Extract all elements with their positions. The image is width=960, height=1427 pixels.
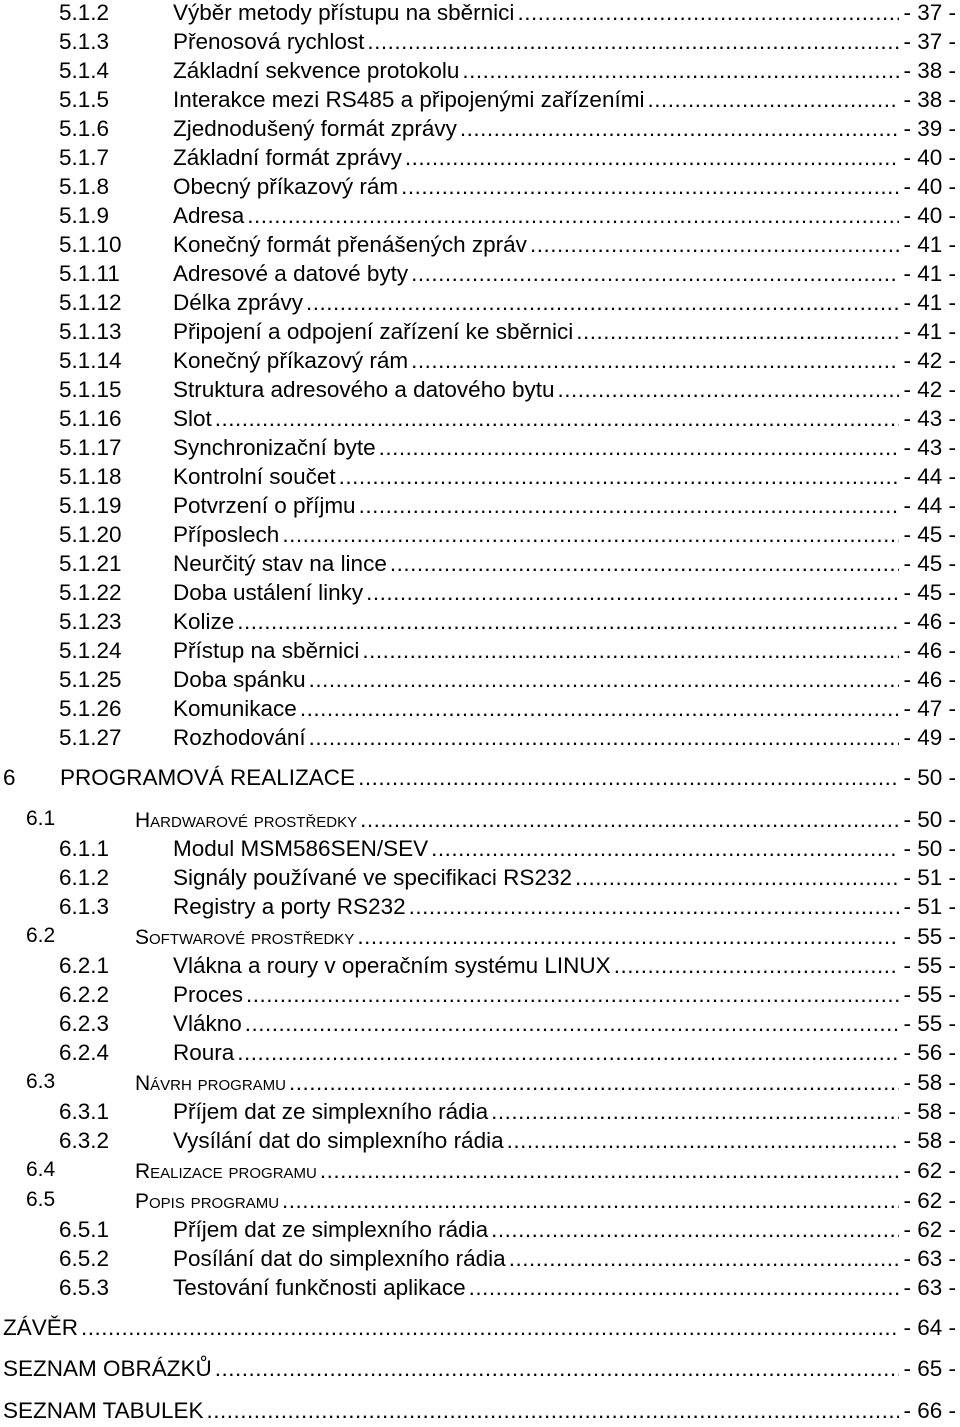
toc-entry-page: - 45 - xyxy=(903,580,956,605)
dot-leader xyxy=(405,145,900,172)
toc-entry-number: 5.1.9 xyxy=(59,203,110,228)
toc-entry-title: Posílání dat do simplexního rádia xyxy=(173,1246,506,1271)
toc-entry-page: - 58 - xyxy=(903,1099,956,1124)
dot-leader xyxy=(247,203,899,230)
toc-entry-page: - 62 - xyxy=(903,1217,956,1242)
toc-entry-page: - 46 - xyxy=(903,609,956,634)
toc-entry[interactable] xyxy=(0,1040,960,1069)
toc-entry-title: Realizace programu xyxy=(135,1160,317,1183)
toc-entry[interactable] xyxy=(0,1217,960,1246)
dot-leader xyxy=(237,609,899,636)
dot-leader xyxy=(300,696,900,723)
toc-entry-page: - 39 - xyxy=(903,116,956,141)
dot-leader xyxy=(81,1315,899,1342)
dot-leader xyxy=(320,1158,900,1185)
dot-leader xyxy=(360,807,899,834)
toc-entry-page: - 50 - xyxy=(903,836,956,861)
dot-leader xyxy=(206,1398,899,1425)
toc-entry-page: - 41 - xyxy=(903,290,956,315)
toc-entry-page: - 51 - xyxy=(903,865,956,890)
toc-entry-number: 5.1.13 xyxy=(59,319,122,344)
toc-entry-title: Slot xyxy=(173,406,212,431)
toc-entry-number: 6.5.3 xyxy=(59,1275,110,1300)
toc-entry-page: - 45 - xyxy=(903,522,956,547)
toc-entry-page: - 63 - xyxy=(903,1275,956,1300)
toc-entry-title: SEZNAM TABULEK xyxy=(3,1398,204,1423)
toc-entry-title: Softwarové prostředky xyxy=(135,926,355,949)
toc-entry[interactable] xyxy=(0,638,960,667)
toc-entry[interactable] xyxy=(0,348,960,377)
toc-entry-number: 5.1.20 xyxy=(59,522,122,547)
toc-entry-title: Komunikace xyxy=(173,696,297,721)
toc-entry[interactable] xyxy=(0,1128,960,1157)
dot-leader xyxy=(309,667,900,694)
toc-entry-number: 5.1.5 xyxy=(59,87,110,112)
dot-leader xyxy=(309,725,900,752)
toc-entry-title: Adresa xyxy=(173,203,245,228)
toc-entry-number: 5.1.24 xyxy=(59,638,122,663)
toc-entry-number: 5.1.21 xyxy=(59,551,122,576)
toc-entry-page: - 44 - xyxy=(903,464,956,489)
toc-entry-title: Přístup na sběrnici xyxy=(173,638,360,663)
toc-entry[interactable] xyxy=(0,87,960,116)
toc-entry[interactable] xyxy=(0,807,960,836)
toc-entry[interactable] xyxy=(0,1275,960,1304)
toc-entry-page: - 55 - xyxy=(903,1011,956,1036)
toc-entry-number: 6.3 xyxy=(26,1070,56,1093)
dot-leader xyxy=(289,1070,899,1097)
toc-entry[interactable] xyxy=(0,894,960,923)
toc-entry-title: Doba ustálení linky xyxy=(173,580,364,605)
toc-entry-page: - 45 - xyxy=(903,551,956,576)
toc-entry-number: 5.1.18 xyxy=(59,464,122,489)
dot-leader xyxy=(491,1217,899,1244)
toc-entry[interactable] xyxy=(0,464,960,493)
toc-entry[interactable] xyxy=(0,667,960,696)
toc-entry-page: - 64 - xyxy=(903,1315,956,1340)
toc-entry-title: Vlákno xyxy=(173,1011,242,1036)
toc-entry-title: Obecný příkazový rám xyxy=(173,174,399,199)
toc-entry-page: - 40 - xyxy=(903,145,956,170)
toc-entry[interactable] xyxy=(0,29,960,58)
toc-entry[interactable] xyxy=(0,203,960,232)
toc-entry-number: 5.1.6 xyxy=(59,116,110,141)
toc-entry-page: - 58 - xyxy=(903,1070,956,1095)
dot-leader xyxy=(367,29,899,56)
toc-entry-title: Příjem dat ze simplexního rádia xyxy=(173,1217,489,1242)
toc-entry-title: Kontrolní součet xyxy=(173,464,336,489)
toc-entry-page: - 56 - xyxy=(903,1040,956,1065)
toc-entry[interactable] xyxy=(0,406,960,435)
toc-entry-page: - 46 - xyxy=(903,638,956,663)
toc-entry-number: 5.1.26 xyxy=(59,696,122,721)
toc-entry-number: 6.2.1 xyxy=(59,953,110,978)
toc-entry[interactable] xyxy=(0,1246,960,1275)
toc-entry-page: - 37 - xyxy=(903,29,956,54)
toc-entry-page: - 65 - xyxy=(903,1356,956,1381)
dot-leader xyxy=(282,1188,899,1215)
dot-leader xyxy=(237,1040,899,1067)
toc-entry-title: Základní formát zprávy xyxy=(173,145,402,170)
dot-leader xyxy=(460,116,900,143)
toc-entry-page: - 47 - xyxy=(903,696,956,721)
toc-entry-title: Konečný formát přenášených zpráv xyxy=(173,232,527,257)
dot-leader xyxy=(411,348,899,375)
toc-entry-page: - 55 - xyxy=(903,982,956,1007)
toc-entry[interactable] xyxy=(0,493,960,522)
toc-entry[interactable] xyxy=(0,609,960,638)
toc-entry-page: - 62 - xyxy=(903,1188,956,1213)
toc-entry-page: - 42 - xyxy=(903,348,956,373)
toc-entry-page: - 55 - xyxy=(903,924,956,949)
dot-leader xyxy=(358,765,899,792)
toc-entry-title: Výběr metody přístupu na sběrnici xyxy=(173,0,515,25)
toc-entry-number: 6.1 xyxy=(26,807,56,830)
toc-entry-number: 5.1.19 xyxy=(59,493,122,518)
toc-entry-page: - 50 - xyxy=(903,765,956,790)
toc-entry[interactable] xyxy=(0,145,960,174)
toc-entry-number: 5.1.11 xyxy=(59,261,120,286)
dot-leader xyxy=(614,953,900,980)
toc-entry-page: - 43 - xyxy=(903,435,956,460)
toc-entry-title: Příposlech xyxy=(173,522,280,547)
dot-leader xyxy=(362,638,899,665)
toc-entry[interactable] xyxy=(0,982,960,1011)
toc-entry-page: - 55 - xyxy=(903,953,956,978)
toc-entry-title: Délka zprávy xyxy=(173,290,304,315)
dot-leader xyxy=(215,406,900,433)
toc-entry-title: Vysílání dat do simplexního rádia xyxy=(173,1128,504,1153)
toc-entry[interactable] xyxy=(0,1011,960,1040)
dot-leader xyxy=(401,174,899,201)
dot-leader xyxy=(357,924,899,951)
dot-leader xyxy=(366,580,899,607)
toc-entry-number: 6.3.1 xyxy=(59,1099,110,1124)
toc-entry-title: Modul MSM586SEN/SEV xyxy=(173,836,429,861)
toc-entry-title: Registry a porty RS232 xyxy=(173,894,406,919)
toc-entry[interactable] xyxy=(0,953,960,982)
toc-entry[interactable] xyxy=(0,319,960,348)
toc-entry-title: Synchronizační byte xyxy=(173,435,376,460)
toc-entry[interactable] xyxy=(0,924,960,953)
toc-entry[interactable] xyxy=(0,174,960,203)
toc-entry-page: - 51 - xyxy=(903,894,956,919)
toc-entry-number: 6.2.2 xyxy=(59,982,110,1007)
toc-entry-title: Potvrzení o příjmu xyxy=(173,493,356,518)
toc-entry[interactable] xyxy=(0,865,960,894)
toc-entry-page: - 41 - xyxy=(903,232,956,257)
dot-leader xyxy=(647,87,899,114)
dot-leader xyxy=(215,1356,900,1383)
dot-leader xyxy=(530,232,900,259)
dot-leader xyxy=(245,1011,900,1038)
toc-entry-title: Doba spánku xyxy=(173,667,306,692)
toc-entry[interactable] xyxy=(0,1158,960,1187)
toc-entry-title: Proces xyxy=(173,982,244,1007)
toc-entry-title: Příjem dat ze simplexního rádia xyxy=(173,1099,489,1124)
toc-entry[interactable] xyxy=(0,836,960,865)
toc-entry[interactable] xyxy=(0,522,960,551)
toc-entry-page: - 66 - xyxy=(903,1398,956,1423)
dot-leader xyxy=(507,1128,900,1155)
toc-entry-title: Hardwarové prostředky xyxy=(135,809,358,832)
toc-entry-title: Roura xyxy=(173,1040,235,1065)
toc-entry-page: - 40 - xyxy=(903,174,956,199)
toc-entry-title: Vlákna a roury v operačním systému LINUX xyxy=(173,953,611,978)
toc-entry-number: 5.1.16 xyxy=(59,406,122,431)
toc-entry[interactable] xyxy=(0,580,960,609)
toc-entry-title: PROGRAMOVÁ REALIZACE xyxy=(60,765,356,790)
toc-entry-page: - 38 - xyxy=(903,58,956,83)
toc-entry[interactable] xyxy=(0,696,960,725)
toc-entry-page: - 50 - xyxy=(903,807,956,832)
toc-entry-title: Připojení a odpojení zařízení ke sběrnici xyxy=(173,319,574,344)
toc-entry-number: 5.1.25 xyxy=(59,667,122,692)
toc-entry-number: 6.1.2 xyxy=(59,865,110,890)
toc-entry-title: Rozhodování xyxy=(173,725,306,750)
toc-entry-page: - 37 - xyxy=(903,0,956,25)
toc-entry-title: ZÁVĚR xyxy=(3,1315,79,1340)
toc-entry[interactable] xyxy=(0,0,960,29)
toc-entry-number: 5.1.22 xyxy=(59,580,122,605)
toc-entry-number: 6.1.1 xyxy=(59,836,110,861)
dot-leader xyxy=(282,522,899,549)
toc-entry-number: 5.1.17 xyxy=(59,435,122,460)
dot-leader xyxy=(469,1275,900,1302)
dot-leader xyxy=(409,894,900,921)
toc-entry-page: - 40 - xyxy=(903,203,956,228)
toc-entry-number: 6.4 xyxy=(26,1158,56,1181)
toc-entry-number: 6.5.1 xyxy=(59,1217,110,1242)
toc-entry-number: 6.5.2 xyxy=(59,1246,110,1271)
dot-leader xyxy=(509,1246,900,1273)
toc-entry-title: Interakce mezi RS485 a připojenými zařízeními xyxy=(173,87,645,112)
toc-entry-number: 5.1.3 xyxy=(59,29,110,54)
toc-entry[interactable] xyxy=(0,1356,960,1385)
toc-entry-title: Adresové a datové byty xyxy=(173,261,409,286)
toc-entry[interactable] xyxy=(0,551,960,580)
toc-entry-page: - 62 - xyxy=(903,1158,956,1183)
dot-leader xyxy=(558,377,900,404)
dot-leader xyxy=(359,493,900,520)
toc-entry-page: - 44 - xyxy=(903,493,956,518)
dot-leader xyxy=(575,865,900,892)
toc-entry-page: - 41 - xyxy=(903,319,956,344)
dot-leader xyxy=(379,435,900,462)
toc-entry-number: 5.1.4 xyxy=(59,58,110,83)
dot-leader xyxy=(462,58,899,85)
toc-entry[interactable] xyxy=(0,765,960,794)
toc-entry-title: SEZNAM OBRÁZKŮ xyxy=(3,1356,212,1381)
toc-entry[interactable] xyxy=(0,1099,960,1128)
toc-entry[interactable] xyxy=(0,116,960,145)
toc-entry-title: Kolize xyxy=(173,609,235,634)
toc-entry-page: - 49 - xyxy=(903,725,956,750)
toc-entry-number: 5.1.2 xyxy=(59,0,110,25)
toc-entry-page: - 63 - xyxy=(903,1246,956,1271)
dot-leader xyxy=(339,464,900,491)
toc-entry-title: Neurčitý stav na lince xyxy=(173,551,387,576)
toc-entry-title: Konečný příkazový rám xyxy=(173,348,409,373)
dot-leader xyxy=(390,551,900,578)
toc-entry[interactable] xyxy=(0,377,960,406)
toc-entry-number: 5.1.8 xyxy=(59,174,110,199)
toc-entry-page: - 38 - xyxy=(903,87,956,112)
dot-leader xyxy=(306,290,899,317)
toc-entry-page: - 43 - xyxy=(903,406,956,431)
toc-entry-number: 6.3.2 xyxy=(59,1128,110,1153)
toc-entry-number: 6.5 xyxy=(26,1188,56,1211)
toc-entry-number: 5.1.12 xyxy=(59,290,122,315)
dot-leader xyxy=(431,836,899,863)
toc-entry-title: Přenosová rychlost xyxy=(173,29,365,54)
toc-entry-number: 5.1.10 xyxy=(59,232,122,257)
toc-entry-title: Zjednodušený formát zprávy xyxy=(173,116,457,141)
toc-entry-title: Signály používané ve specifikaci RS232 xyxy=(173,865,572,890)
dot-leader xyxy=(576,319,899,346)
toc-entry[interactable] xyxy=(0,261,960,290)
dot-leader xyxy=(246,982,899,1009)
toc-entry[interactable] xyxy=(0,1188,960,1217)
toc-entry[interactable] xyxy=(0,725,960,754)
toc-entry-number: 6.2 xyxy=(26,924,56,947)
toc-entry-page: - 58 - xyxy=(903,1128,956,1153)
toc-entry-number: 5.1.14 xyxy=(59,348,122,373)
dot-leader xyxy=(491,1099,899,1126)
toc-entry-title: Popis programu xyxy=(135,1190,280,1213)
toc-entry-number: 5.1.15 xyxy=(59,377,122,402)
toc-entry-number: 6.2.4 xyxy=(59,1040,110,1065)
toc-entry-page: - 42 - xyxy=(903,377,956,402)
dot-leader xyxy=(517,0,899,27)
toc-entry-page: - 41 - xyxy=(903,261,956,286)
toc-entry-number: 5.1.7 xyxy=(59,145,110,170)
toc-entry[interactable] xyxy=(0,232,960,261)
toc-entry[interactable] xyxy=(0,58,960,87)
dot-leader xyxy=(411,261,899,288)
toc-entry-title: Základní sekvence protokolu xyxy=(173,58,460,83)
toc-entry[interactable] xyxy=(0,435,960,464)
toc-entry-number: 5.1.23 xyxy=(59,609,122,634)
toc-entry[interactable] xyxy=(0,1315,960,1344)
toc-entry-page: - 46 - xyxy=(903,667,956,692)
toc-entry-title: Struktura adresového a datového bytu xyxy=(173,377,555,402)
toc-entry[interactable] xyxy=(0,290,960,319)
toc-entry-number: 5.1.27 xyxy=(59,725,122,750)
toc-entry[interactable] xyxy=(0,1398,960,1427)
toc-entry-number: 6 xyxy=(3,765,16,790)
toc-entry[interactable] xyxy=(0,1070,960,1099)
toc-entry-title: Testování funkčnosti aplikace xyxy=(173,1275,466,1300)
toc-entry-number: 6.2.3 xyxy=(59,1011,110,1036)
toc-entry-title: Návrh programu xyxy=(135,1072,287,1095)
toc-entry-number: 6.1.3 xyxy=(59,894,110,919)
